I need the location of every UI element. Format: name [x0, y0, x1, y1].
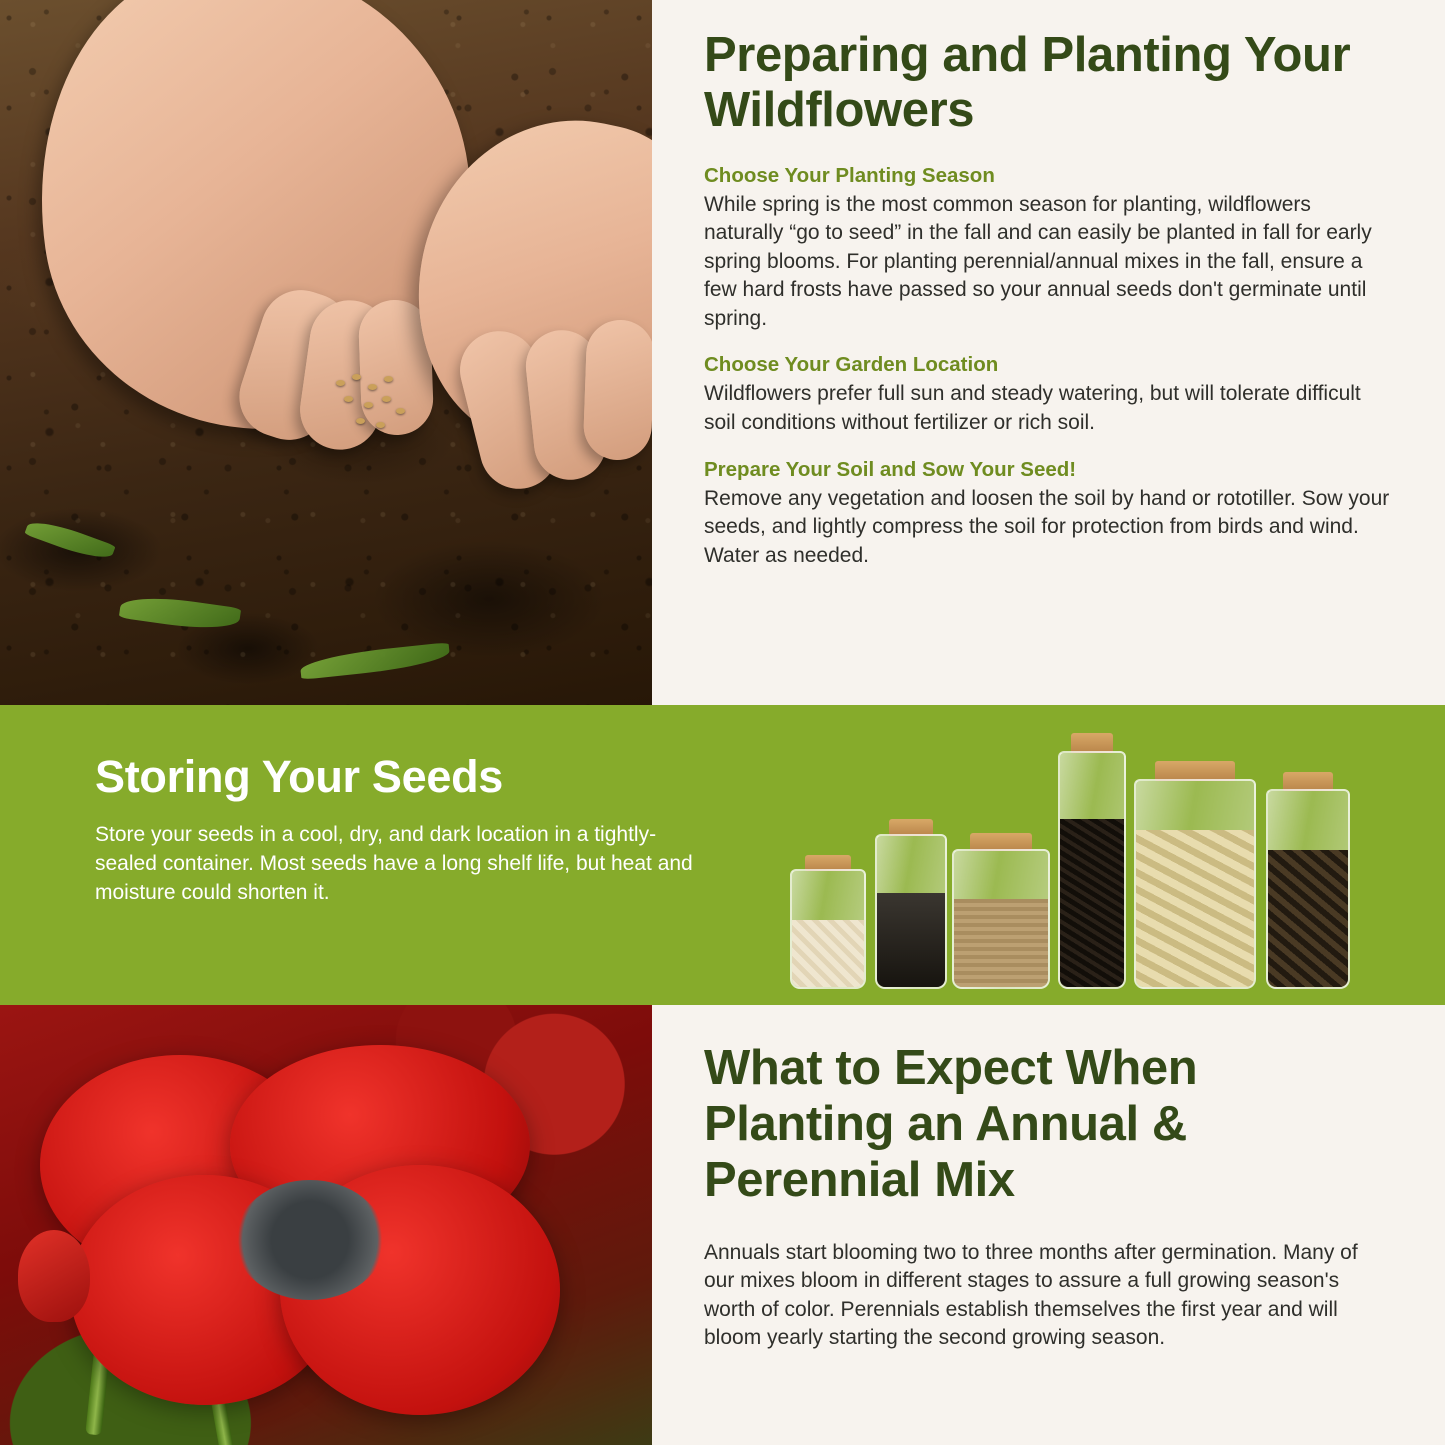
image-red-poppy [0, 1005, 652, 1445]
subheading-planting-season: Choose Your Planting Season [704, 163, 995, 187]
paragraph-garden-location: Wildflowers prefer full sun and steady watering, but will tolerate difficult soil conditions without fertilizer or rich soil. [704, 382, 1361, 435]
what-to-expect-title: What to Expect When Planting an Annual & Perennial Mix [704, 1041, 1198, 1207]
section1-text-column [652, 0, 1445, 705]
subheading-prepare-soil: Prepare Your Soil and Sow Your Seed! [704, 457, 1077, 481]
jar-pumpkin-seeds [1134, 779, 1256, 989]
storing-seeds-title: Storing Your Seeds [95, 751, 504, 802]
cork-stopper [1071, 733, 1113, 753]
section-storing-seeds [0, 705, 1445, 1005]
poppy-bud [18, 1230, 90, 1322]
section2-text-column [0, 705, 780, 1005]
seeds-in-hand [330, 370, 440, 440]
section-what-to-expect [0, 1005, 1445, 1445]
paragraph-planting-season: While spring is the most common season for planting, wildflowers naturally “go to seed” in the fall and can easily be planted in fall for early spring blooms. For planting perennial/annual mixes in the fall, ensure a few hard frosts have passed so your annual seeds don't germinate until spring. [704, 192, 1372, 330]
jar-sunflower-seeds [1266, 789, 1350, 989]
image-seed-jars [780, 705, 1445, 1005]
image-hands-sowing-seeds [0, 0, 652, 705]
poppy-bloom [40, 1045, 570, 1425]
jar-white-beans [790, 869, 866, 989]
paragraph-prepare-soil: Remove any vegetation and loosen the soil by hand or rototiller. Sow your seeds, and lightly compress the soil for protection from birds and wind. Water as needed. [704, 486, 1390, 567]
jar-dark-seeds [875, 834, 947, 989]
what-to-expect-body: Annuals start blooming two to three months after germination. Many of our mixes bloom in different stages to assure a full growing season's worth of color. Perennials establish themselves the first year and will bloom yearly starting the second growing season. [704, 1240, 1358, 1350]
poppy-center [235, 1180, 385, 1300]
section-preparing-planting [0, 0, 1445, 705]
subheading-garden-location: Choose Your Garden Location [704, 353, 999, 377]
storing-seeds-body: Store your seeds in a cool, dry, and dark location in a tightly-sealed container. Most seeds have a long shelf life, but heat and moisture could shorten it. [95, 823, 693, 904]
cork-stopper [1155, 761, 1235, 781]
finger [583, 319, 652, 461]
page-title: Preparing and Planting Your Wildflowers [704, 28, 1351, 137]
section3-text-column [652, 1005, 1445, 1445]
jar-tan-seeds [952, 849, 1050, 989]
jar-black-seeds-tall [1058, 751, 1126, 989]
